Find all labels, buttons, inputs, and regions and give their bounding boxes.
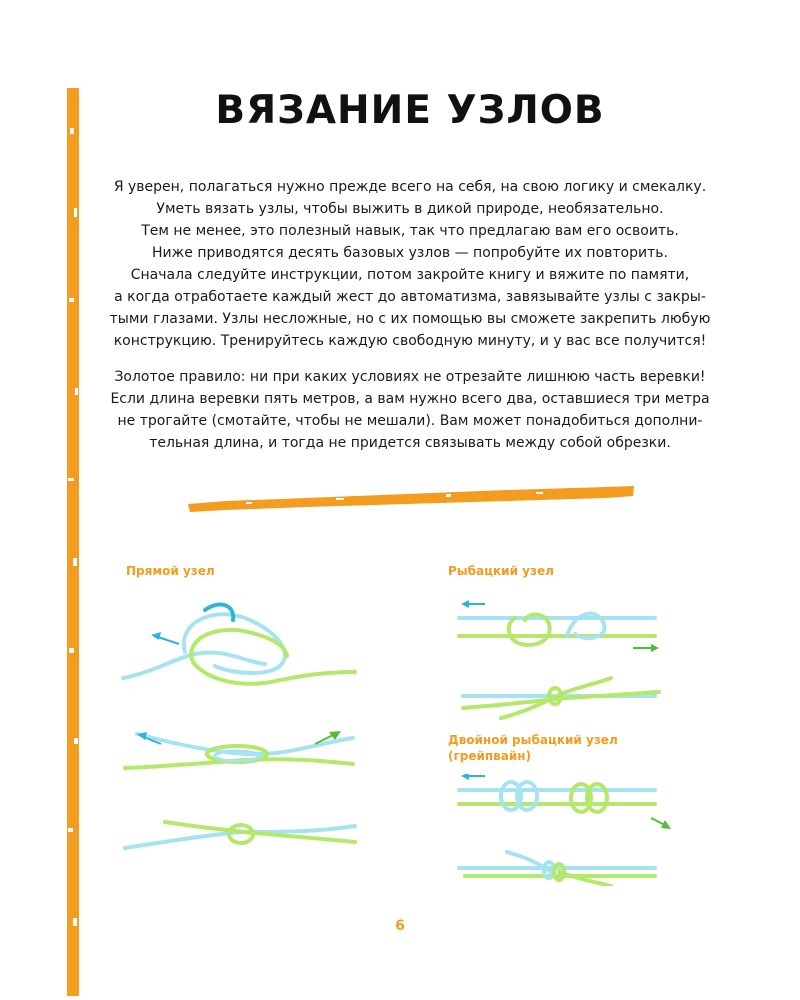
orange-grunge-stripe [66, 88, 80, 996]
text-line: не трогайте (смотайте, чтобы не мешали). Вам может понадобиться дополни- [117, 413, 703, 429]
arrow-green-icon [633, 644, 659, 652]
text-line: Золотое правило: ни при каких условиях не отрезайте лишнюю часть веревки! [114, 369, 706, 385]
text-line: тельная длина, и тогда не придется связывать между собой обрезки. [149, 435, 671, 451]
text-line: Если длина веревки пять метров, а вам нужно всего два, оставшиеся три метра [110, 391, 710, 407]
fishermans-knot-illustration [455, 600, 675, 728]
arrow-blue-icon [461, 774, 485, 780]
arrow-green-icon [651, 818, 671, 829]
page-title: ВЯЗАНИЕ УЗЛОВ [215, 88, 605, 133]
square-knot-illustration [115, 592, 375, 862]
fishermans-knot-label: Рыбацкий узел [448, 564, 554, 578]
arrow-blue-icon [151, 632, 179, 644]
text-line: Сначала следуйте инструкции, потом закройте книгу и вяжите по памяти, [130, 267, 690, 283]
text-line: конструкцию. Тренируйтесь каждую свободную минуту, и у вас все получится! [113, 333, 707, 349]
text-line: Ниже приводятся десять базовых узлов — попробуйте их повторить. [152, 245, 668, 261]
text-line: тыми глазами. Узлы несложные, но с их помощью вы сможете закрепить любую [109, 311, 711, 327]
text-line: Я уверен, полагаться нужно прежде всего на себя, на свою логику и смекалку. [113, 179, 707, 195]
intro-paragraph [100, 176, 720, 352]
square-knot-label: Прямой узел [126, 564, 215, 578]
orange-brush-divider [186, 482, 636, 516]
text-line: Уметь вязать узлы, чтобы выжить в дикой природе, необязательно. [156, 201, 664, 217]
golden-rule-paragraph [100, 366, 720, 454]
arrow-blue-icon [461, 600, 485, 608]
text-line: Тем не менее, это полезный навык, так что предлагаю вам его освоить. [141, 223, 679, 239]
label-line: (грейпвайн) [448, 749, 532, 763]
double-fishermans-knot-label [448, 732, 618, 764]
double-fishermans-knot-illustration [455, 774, 675, 886]
page-number: 6 [395, 918, 405, 934]
text-line: а когда отработаете каждый жест до автоматизма, завязывайте узлы с закры- [114, 289, 706, 305]
label-line: Двойной рыбацкий узел [448, 733, 618, 747]
